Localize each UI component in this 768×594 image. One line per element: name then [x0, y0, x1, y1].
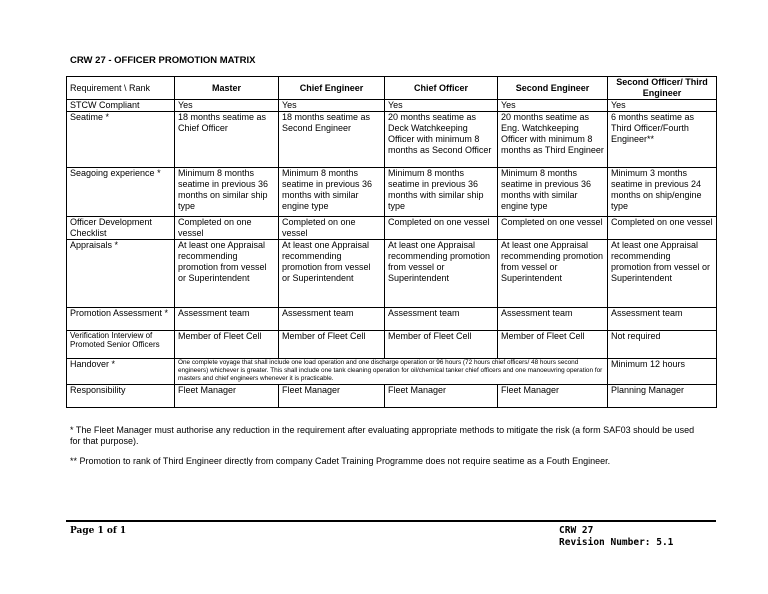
table-cell: Fleet Manager — [279, 385, 385, 408]
table-row — [67, 308, 717, 331]
table-cell: Planning Manager — [608, 385, 717, 408]
table-cell: Minimum 8 months seatime in previous 36 months with similar engine type — [498, 168, 608, 217]
row-label-promotion-assessment: Promotion Assessment * — [67, 308, 175, 331]
table-cell: Member of Fleet Cell — [498, 331, 608, 359]
header-chief-officer: Chief Officer — [385, 77, 498, 100]
table-cell: At least one Appraisal recommending promotion from vessel or Superintendent — [279, 240, 385, 308]
table-cell: Yes — [498, 100, 608, 112]
footnote-fleet-manager: * The Fleet Manager must authorise any reduction in the requirement after evaluating appropriate methods to mitigate the risk (a form SAF03 should be used for that purpose). — [70, 425, 695, 446]
table-row — [67, 331, 717, 359]
table-cell: Fleet Manager — [498, 385, 608, 408]
table-cell: Completed on one vessel — [608, 217, 717, 240]
table-row — [67, 385, 717, 408]
row-label-handover: Handover * — [67, 359, 175, 385]
table-cell: Completed on one vessel — [498, 217, 608, 240]
table-cell: Completed on one vessel — [385, 217, 498, 240]
row-label-officer-development: Officer Development Checklist — [67, 217, 175, 240]
table-cell: Member of Fleet Cell — [175, 331, 279, 359]
table-cell: 20 months seatime as Deck Watchkeeping Officer with minimum 8 months as Second Officer — [385, 112, 498, 168]
table-cell: At least one Appraisal recommending promotion from vessel or Superintendent — [498, 240, 608, 308]
header-chief-engineer: Chief Engineer — [279, 77, 385, 100]
table-cell: Yes — [608, 100, 717, 112]
document-info — [559, 525, 673, 549]
footnote-third-engineer: ** Promotion to rank of Third Engineer directly from company Cadet Training Programme does not require seatime as a Fouth Engineer. — [70, 456, 611, 466]
row-label-seagoing-experience: Seagoing experience * — [67, 168, 175, 217]
table-cell: Yes — [385, 100, 498, 112]
row-label-stcw: STCW Compliant — [67, 100, 175, 112]
header-master: Master — [175, 77, 279, 100]
row-label-seatime: Seatime * — [67, 112, 175, 168]
table-cell: Completed on one vessel — [279, 217, 385, 240]
table-row — [67, 217, 717, 240]
table-cell: Fleet Manager — [385, 385, 498, 408]
table-cell: Yes — [175, 100, 279, 112]
table-cell: At least one Appraisal recommending promotion from vessel or Superintendent — [175, 240, 279, 308]
footnotes — [70, 425, 700, 476]
table-cell: Member of Fleet Cell — [385, 331, 498, 359]
table-cell: Not required — [608, 331, 717, 359]
table-row — [67, 112, 717, 168]
revision-number: Revision Number: 5.1 — [559, 537, 674, 548]
header-second-officer-third-engineer: Second Officer/ Third Engineer — [608, 77, 717, 100]
promotion-matrix-table — [66, 76, 717, 408]
document-code: CRW 27 — [559, 525, 594, 536]
table-cell: 18 months seatime as Chief Officer — [175, 112, 279, 168]
table-cell: Completed on one vessel — [175, 217, 279, 240]
table-cell: 6 months seatime as Third Officer/Fourth Engineer** — [608, 112, 717, 168]
table-cell: Assessment team — [385, 308, 498, 331]
row-label-responsibility: Responsibility — [67, 385, 175, 408]
table-cell: 18 months seatime as Second Engineer — [279, 112, 385, 168]
table-cell: Assessment team — [608, 308, 717, 331]
table-cell: Minimum 8 months seatime in previous 36 months with similar ship type — [385, 168, 498, 217]
table-cell: Assessment team — [498, 308, 608, 331]
page-number: Page 1 of 1 — [70, 526, 127, 536]
table-row — [67, 359, 717, 385]
document-title: CRW 27 - OFFICER PROMOTION MATRIX — [70, 55, 256, 66]
table-cell: Assessment team — [175, 308, 279, 331]
table-row — [67, 240, 717, 308]
footer-divider — [66, 520, 716, 522]
table-row — [67, 168, 717, 217]
table-cell: Yes — [279, 100, 385, 112]
table-cell: Member of Fleet Cell — [279, 331, 385, 359]
table-cell: Minimum 8 months seatime in previous 36 months on similar ship type — [175, 168, 279, 217]
table-cell: Fleet Manager — [175, 385, 279, 408]
table-cell: At least one Appraisal recommending promotion from vessel or Superintendent — [608, 240, 717, 308]
table-cell: Assessment team — [279, 308, 385, 331]
table-cell: Minimum 8 months seatime in previous 36 months with similar engine type — [279, 168, 385, 217]
header-second-engineer: Second Engineer — [498, 77, 608, 100]
table-cell: 20 months seatime as Eng. Watchkeeping Officer with minimum 8 months as Third Engineer — [498, 112, 608, 168]
row-label-verification-interview: Verification Interview of Promoted Senior Officers — [67, 331, 175, 359]
table-cell: Minimum 12 hours — [608, 359, 717, 385]
table-row — [67, 100, 717, 112]
table-cell: At least one Appraisal recommending promotion from vessel or Superintendent — [385, 240, 498, 308]
table-header-row — [67, 77, 717, 100]
handover-merged-cell: One complete voyage that shall include one load operation and one discharge operation or 96 hours (72 hours chief officers/ 48 hours second engineers) whichever is greater. This shall include one tank cleaning operation for oil/chemical tanker chief officers and one manoeuvring operation for masters and chief engineers whenever it is practicable. — [175, 359, 608, 385]
header-requirement-rank: Requirement \ Rank — [67, 77, 175, 100]
row-label-appraisals: Appraisals * — [67, 240, 175, 308]
table-cell: Minimum 3 months seatime in previous 24 months on ship/engine type — [608, 168, 717, 217]
